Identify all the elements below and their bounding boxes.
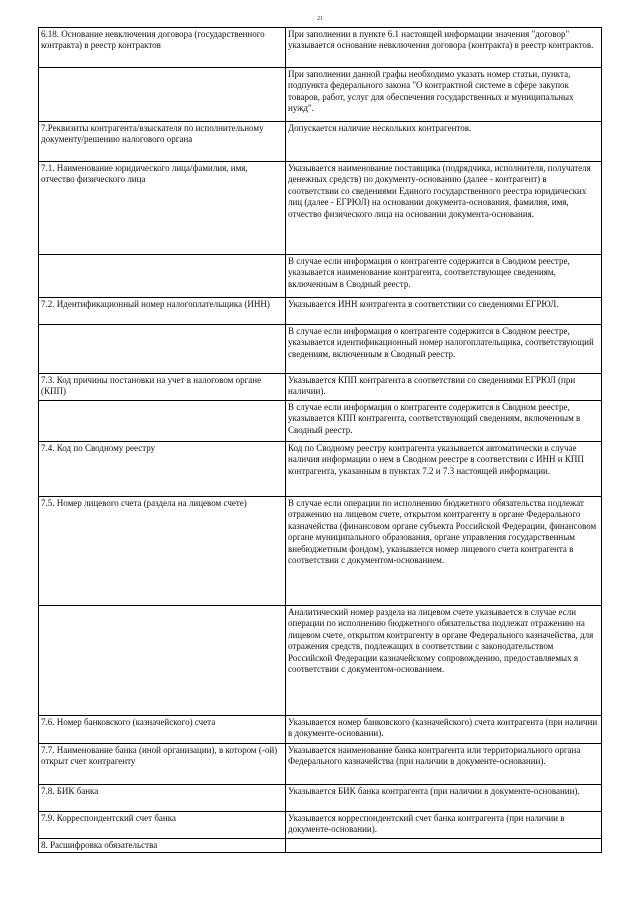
table-row [39,812,602,839]
field-name-cell [39,606,286,716]
field-description-cell: Указывается КПП контрагента в соответствии со сведениями ЕГРЮЛ (при наличии). [286,374,602,401]
table-row [39,839,602,853]
field-name-cell: 7.4. Код по Сводному реестру [39,442,286,497]
field-description-cell: Указывается корреспондентский счет банка контрагента (при наличии в документе-основании). [286,812,602,839]
field-name-cell: 7.7. Наименование банка (иной организации), в котором (-ой) открыт счет контрагенту [39,744,286,785]
page-number: 21 [317,16,323,22]
field-name-cell: 7.1. Наименование юридического лица/фамилия, имя, отчество физического лица [39,162,286,255]
table-row [39,122,602,162]
table-row [39,442,602,497]
field-description-cell: В случае если информация о контрагенте содержится в Сводном реестре, указывается КПП контрагента, соответствующий сведениям, включенным в Сводный реестр. [286,401,602,442]
field-description-cell: Указывается наименование поставщика (подрядчика, исполнителя, получателя денежных средств) по документу-основанию (далее - контрагент) в соответствии со сведениями Единого государственного реестра юридических лиц (далее - ЕГРЮЛ) на основании документа-основания, фамилия, имя, отчество физического лица на основании документа-основания. [286,162,602,255]
field-name-cell: 7.3. Код причины постановки на учет в налоговом органе (КПП) [39,374,286,401]
field-name-cell: 7.9. Корреспондентский счет банка [39,812,286,839]
field-name-cell: 7.6. Номер банковского (казначейского) счета [39,716,286,744]
field-description-cell: В случае если операции по исполнению бюджетного обязательства подлежат отражению на лицевом счете, открытом контрагенту в органе Федерального казначейства (финансовом органе субъекта Российской Федерации, финансовом органе муниципального образования, органе управления государственным внебюджетным фондом), указывается номер лицевого счета контрагента в соответствии с документом-основанием. [286,497,602,606]
field-name-cell: 7.5. Номер лицевого счета (раздела на лицевом счете) [39,497,286,606]
field-name-cell [39,68,286,122]
field-description-cell [286,839,602,853]
field-description-cell: Указывается ИНН контрагента в соответствии со сведениями ЕГРЮЛ. [286,298,602,325]
field-description-cell: Указывается номер банковского (казначейского) счета контрагента (при наличии в документе-основании). [286,716,602,744]
field-description-cell: Указывается наименование банка контрагента или территориального органа Федерального казначейства (при наличии в документе-основании). [286,744,602,785]
field-description-cell: Допускается наличие нескольких контрагентов. [286,122,602,162]
table-row [39,744,602,785]
requisites-table [38,27,602,853]
field-name-cell [39,325,286,374]
table-row [39,401,602,442]
field-description-cell: Код по Сводному реестру контрагента указывается автоматически в случае наличия информации о нем в Сводном реестре в соответствии с ИНН и КПП контрагента, указанным в пунктах 7.2 и 7.3 настоящей информации. [286,442,602,497]
table-row [39,497,602,606]
field-name-cell [39,255,286,298]
field-name-cell: 7.2. Идентификационный номер налогоплательщика (ИНН) [39,298,286,325]
field-name-cell: 6.18. Основание невключения договора (государственного контракта) в реестр контрактов [39,28,286,68]
field-description-cell: Аналитический номер раздела на лицевом счете указывается в случае если операции по исполнению бюджетного обязательства подлежат отражению на лицевом счете, открытом контрагенту в органе Федерального казначейства, для отражения средств, подлежащих в соответствии с законодательством Российской Федерации казначейскому сопровождению, предоставляемых в соответствии с документом-основанием. [286,606,602,716]
field-name-cell: 7.8. БИК банка [39,785,286,812]
field-name-cell: 7.Реквизиты контрагента/взыскателя по исполнительному документу/решению налогового органа [39,122,286,162]
table-row [39,716,602,744]
field-name-cell [39,401,286,442]
field-description-cell: В случае если информация о контрагенте содержится в Сводном реестре, указывается наименование контрагента, соответствующее сведениям, включенным в Сводный реестр. [286,255,602,298]
field-description-cell: Указывается БИК банка контрагента (при наличии в документе-основании). [286,785,602,812]
table-row [39,28,602,68]
table-row [39,298,602,325]
table-row [39,606,602,716]
table-row [39,325,602,374]
table-row [39,255,602,298]
table-row [39,68,602,122]
table-row [39,162,602,255]
field-name-cell: 8. Расшифровка обязательства [39,839,286,853]
field-description-cell: При заполнении в пункте 6.1 настоящей информации значения "договор" указывается основание невключения договора (контракта) в реестр контрактов. [286,28,602,68]
field-description-cell: В случае если информация о контрагенте содержится в Сводном реестре, указывается идентификационный номер налогоплательщика, соответствующий сведениям, включенным в Сводный реестр. [286,325,602,374]
field-description-cell: При заполнении данной графы необходимо указать номер статьи, пункта, подпункта федерального закона "О контрактной системе в сфере закупок товаров, работ, услуг для обеспечения государственных и муниципальных нужд". [286,68,602,122]
table-row [39,374,602,401]
table-row [39,785,602,812]
